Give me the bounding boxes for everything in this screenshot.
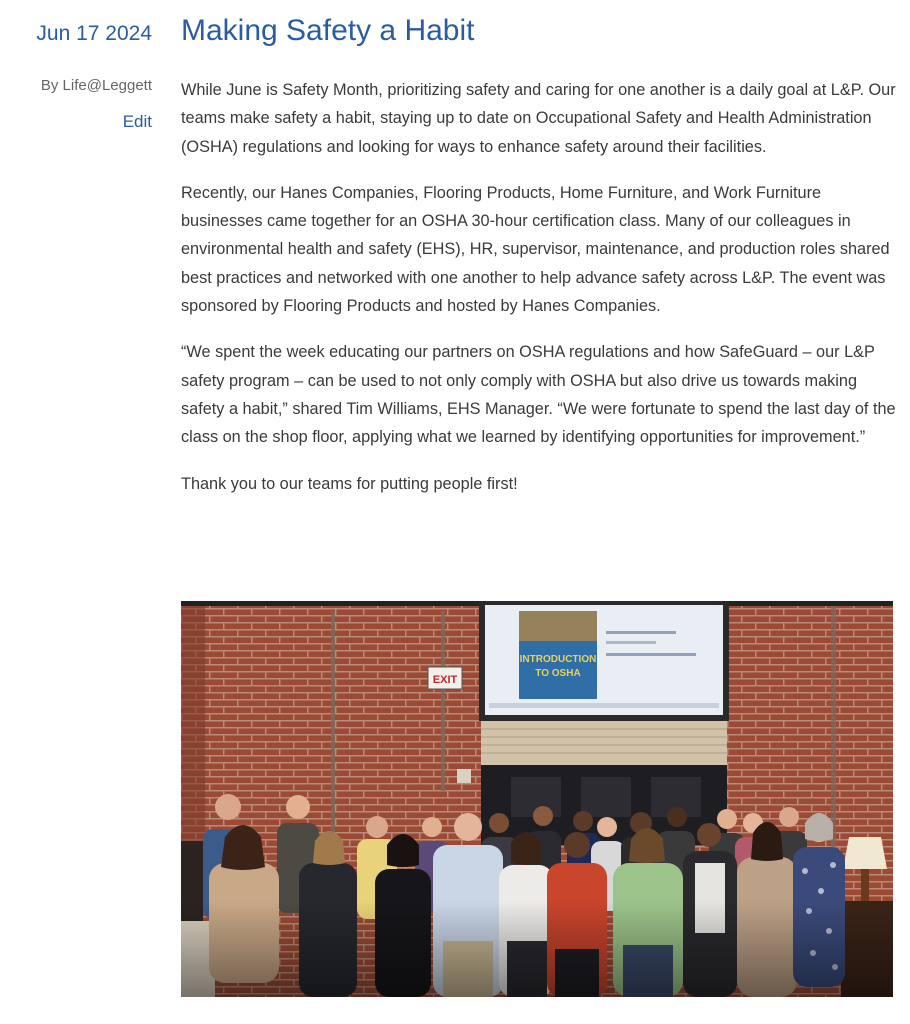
edit-link[interactable]: Edit [122, 112, 152, 131]
slide-title-line2: TO OSHA [535, 668, 581, 679]
slide-title-line1: INTRODUCTION [519, 654, 597, 665]
exit-sign-text: EXIT [432, 674, 458, 686]
group-photo-illustration [181, 601, 893, 997]
paragraph-thanks: Thank you to our teams for putting people first! [181, 474, 518, 493]
paragraph-event: Recently, our Hanes Companies, Flooring Products, Home Furniture, and Work Furniture businesses came together for an OSHA 30-hour certification class. Many of our colleagues in environmental health and safety (EHS), HR, supervisor, maintenance, and production roles shared best practices and networked with one another to help advance safety across L&P. The event was sponsored by Flooring Products and hosted by Hanes Companies. [181, 183, 890, 316]
post-body [181, 76, 896, 516]
group-photo [181, 601, 893, 997]
lamp [843, 837, 887, 869]
post-date: Jun 17 2024 [36, 22, 152, 45]
paragraph-quote: “We spent the week educating our partners on OSHA regulations and how SafeGuard – our L&P safety program – can be used to not only comply with OSHA but also drive us towards making safety a habit,” shared Tim Williams, EHS Manager. “We were fortunate to spend the last day of the class on the shop floor, applying what we learned by identifying opportunities for improvement.” [181, 343, 896, 447]
post-title: Making Safety a Habit [181, 14, 475, 47]
paragraph-intro: While June is Safety Month, prioritizing safety and caring for one another is a daily goal at L&P. Our teams make safety a habit, staying up to date on Occupational Safety and Health Administration (OSHA) regulations and looking for ways to enhance safety around their facilities. [181, 81, 896, 156]
post-author: By Life@Leggett [40, 77, 152, 94]
